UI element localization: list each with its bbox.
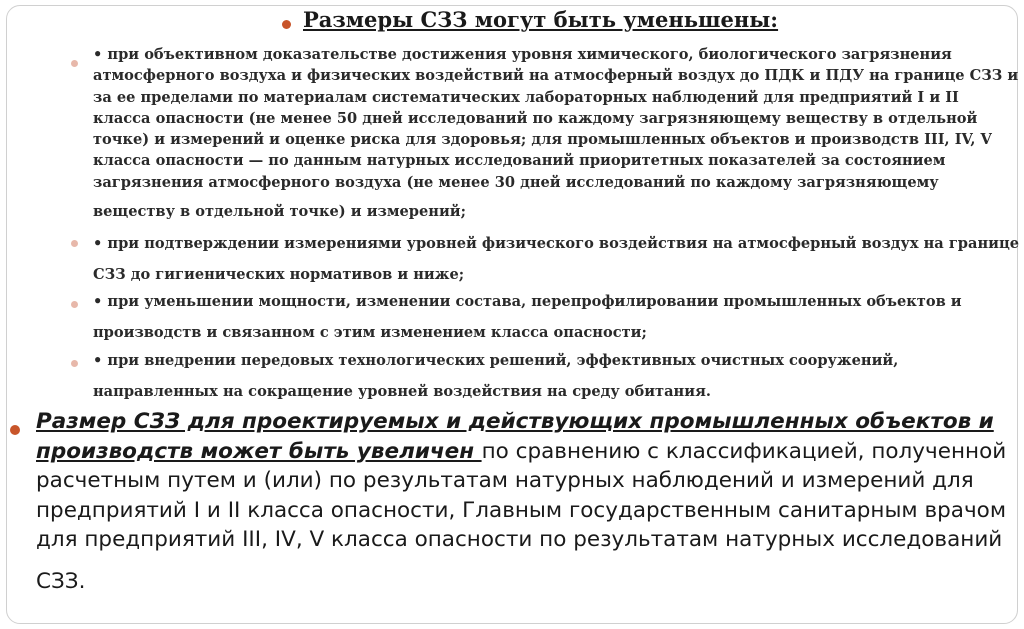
heading-bullet bbox=[282, 20, 291, 29]
sub-item-line: • при внедрении передовых технологических решений, эффективных очистных сооружений, bbox=[93, 352, 899, 369]
sub-item-3 bbox=[93, 291, 962, 344]
sub-bullet-2 bbox=[71, 240, 78, 247]
sub-item-line: атмосферного воздуха и физических воздействий на атмосферный воздух до ПДК и ПДУ на границе СЗЗ и bbox=[93, 67, 1019, 85]
paragraph-line-2 bbox=[36, 437, 1018, 467]
paragraph-bullet bbox=[10, 425, 20, 435]
paragraph-text: по сравнению с классификацией, полученной bbox=[481, 438, 1007, 464]
sub-item-line: СЗЗ до гигиенических нормативов и ниже; bbox=[93, 266, 465, 284]
main-paragraph bbox=[36, 407, 1018, 597]
sub-item-4 bbox=[93, 350, 898, 403]
sub-item-line: • при объективном доказательстве достижения уровня химического, биологического загрязнения bbox=[93, 46, 952, 63]
paragraph-line-4: предприятий I и II класса опасности, Главным государственным санитарным врачом bbox=[36, 497, 1007, 523]
sub-item-2 bbox=[93, 233, 1019, 286]
sub-item-line: класса опасности (не менее 50 дней исследований по каждому загрязняющему веществу в отдельной bbox=[93, 109, 978, 127]
sub-item-line: направленных на сокращение уровней воздействия на среду обитания. bbox=[93, 383, 711, 401]
sub-item-line: • при уменьшении мощности, изменении состава, перепрофилировании промышленных объектов и bbox=[93, 293, 962, 310]
sub-item-line: класса опасности — по данным натурных исследований приоритетных показателей за состоянием bbox=[93, 152, 946, 170]
sub-item-1 bbox=[93, 44, 1018, 222]
paragraph-line-3: расчетным путем и (или) по результатам натурных наблюдений и измерений для bbox=[36, 468, 974, 494]
paragraph-line-6: СЗЗ. bbox=[36, 568, 86, 594]
emphasis-line-2: производств может быть увеличен bbox=[36, 438, 482, 464]
sub-item-line: веществу в отдельной точке) и измерений; bbox=[93, 203, 466, 221]
sub-item-line: производств и связанном с этим изменением класса опасности; bbox=[93, 324, 647, 342]
emphasis-line-1: Размер СЗЗ для проектируемых и действующих промышленных объектов и bbox=[36, 409, 994, 434]
sub-item-line: загрязнения атмосферного воздуха (не менее 30 дней исследований по каждому загрязняющему bbox=[93, 173, 939, 191]
sub-item-line: точке) и измерений и оценке риска для здоровья; для промышленных объектов и производств III, IV, V bbox=[93, 131, 992, 149]
sub-bullet-3 bbox=[71, 301, 78, 308]
sub-bullet-1 bbox=[71, 60, 78, 67]
sub-bullet-4 bbox=[71, 360, 78, 367]
sub-item-line: • при подтверждении измерениями уровней физического воздействия на атмосферный воздух на границе bbox=[93, 235, 1020, 252]
paragraph-line-5: для предприятий III, IV, V класса опасности по результатам натурных исследований bbox=[36, 527, 1003, 553]
sub-item-line: за ее пределами по материалам систематических лабораторных наблюдений для предприятий I и II bbox=[93, 88, 959, 106]
slide-heading: Размеры СЗЗ могут быть уменьшены: bbox=[303, 7, 779, 32]
